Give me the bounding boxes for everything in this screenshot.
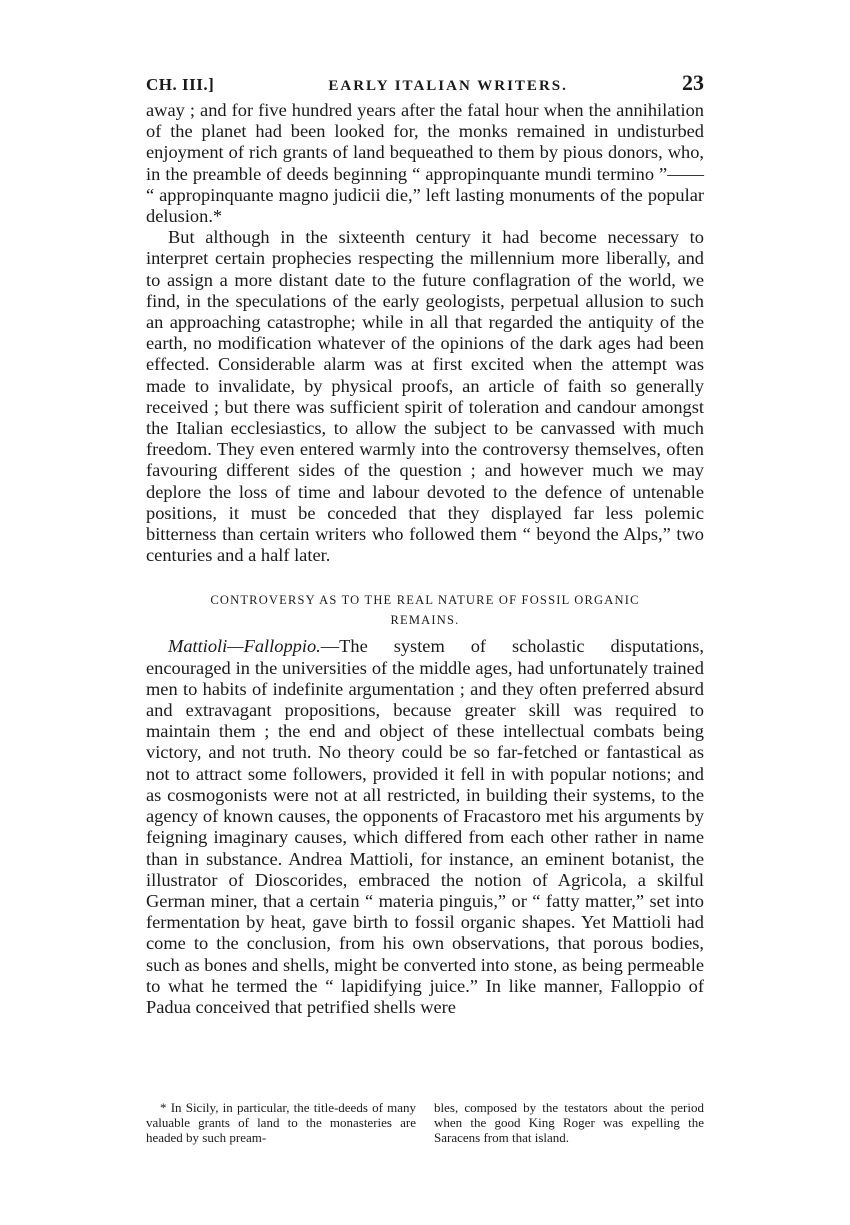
run-in-heading: Mattioli—Falloppio. xyxy=(168,636,321,657)
section-paragraph-text: —The system of scholastic disputations, encouraged in the universities of the middle ages, had unfortunately trained men to habits of indefinite argumentation ; and they often preferred absurd and extravagant propositions, because greater skill was required to maintain them ; the end and object of these intellectual combats being victory, and not truth. No theory could be so far-fetched or fantastical as not to attract some followers, provided it fell in with popular notions; and as cosmogonists were not at all restricted, in building their systems, to the agency of known causes, the opponents of Fracastoro met his arguments by feigning imaginary causes, which differed from each other rather in name than in substance. Andrea Mattioli, for instance, an eminent botanist, the illustrator of Dioscorides, embraced the notion of Agricola, a skilful German miner, that a certain “ materia pinguis,” or “ fatty matter,” set into fermentation by heat, gave birth to fossil organic shapes. Yet Mattioli had come to the conclusion, from his own observations, that porous bodies, such as bones and shells, might be converted into stone, as being permeable to what he termed the “ lapidifying juice.” In like manner, Falloppio of Padua conceived that petrified shells were xyxy=(146,636,704,1017)
footnote xyxy=(146,1100,704,1145)
paragraph-1: away ; and for five hundred years after the fatal hour when the annihilation of the planet had been looked for, the monks remained in undisturbed enjoyment of rich grants of land bequeathed to them by pious donors, who, in the preamble of deeds beginning “ appropinquante mundi termino ”—— “ appropinquante magno judicii die,” left lasting monuments of the popular delusion.* xyxy=(146,100,704,227)
paragraph-2: But although in the sixteenth century it had become necessary to interpret certain prophecies respecting the millennium more liberally, and to assign a more distant date to the future conflagration of the world, we find, in the speculations of the early geologists, perpetual allusion to such an approaching catastrophe; while in all that regarded the antiquity of the earth, no modification whatever of the opinions of the dark ages had been effected. Considerable alarm was at first excited when the attempt was made to invalidate, by physical proofs, an article of faith so generally received ; but there was sufficient spirit of toleration and candour amongst the Italian ecclesiastics, to allow the subject to be canvassed with much freedom. They even entered warmly into the controversy themselves, often favouring different sides of the question ; and however much we may deplore the loss of time and labour devoted to the defence of untenable positions, it must be conceded that they displayed far less polemic bitterness than certain writers who followed them “ beyond the Alps,” two centuries and a half later. xyxy=(146,227,704,566)
section-heading-line2: REMAINS. xyxy=(390,613,460,628)
page-number: 23 xyxy=(682,70,704,95)
footnote-column-1: * In Sicily, in particular, the title-deeds of many valuable grants of land to the monasteries are headed by such pream- xyxy=(146,1100,416,1145)
running-title: EARLY ITALIAN WRITERS. xyxy=(328,78,568,94)
body-text xyxy=(146,100,704,1018)
running-head xyxy=(146,70,704,100)
chapter-label: CH. III.] xyxy=(146,75,215,94)
book-page xyxy=(146,70,704,1018)
footnote-column-2: bles, composed by the testators about the period when the good King Roger was expelling the Saracens from that island. xyxy=(434,1100,704,1145)
section-heading-line1: CONTROVERSY AS TO THE REAL NATURE OF FOSSIL ORGANIC xyxy=(210,593,640,608)
section-heading xyxy=(146,590,704,630)
section-paragraph xyxy=(146,636,704,1018)
